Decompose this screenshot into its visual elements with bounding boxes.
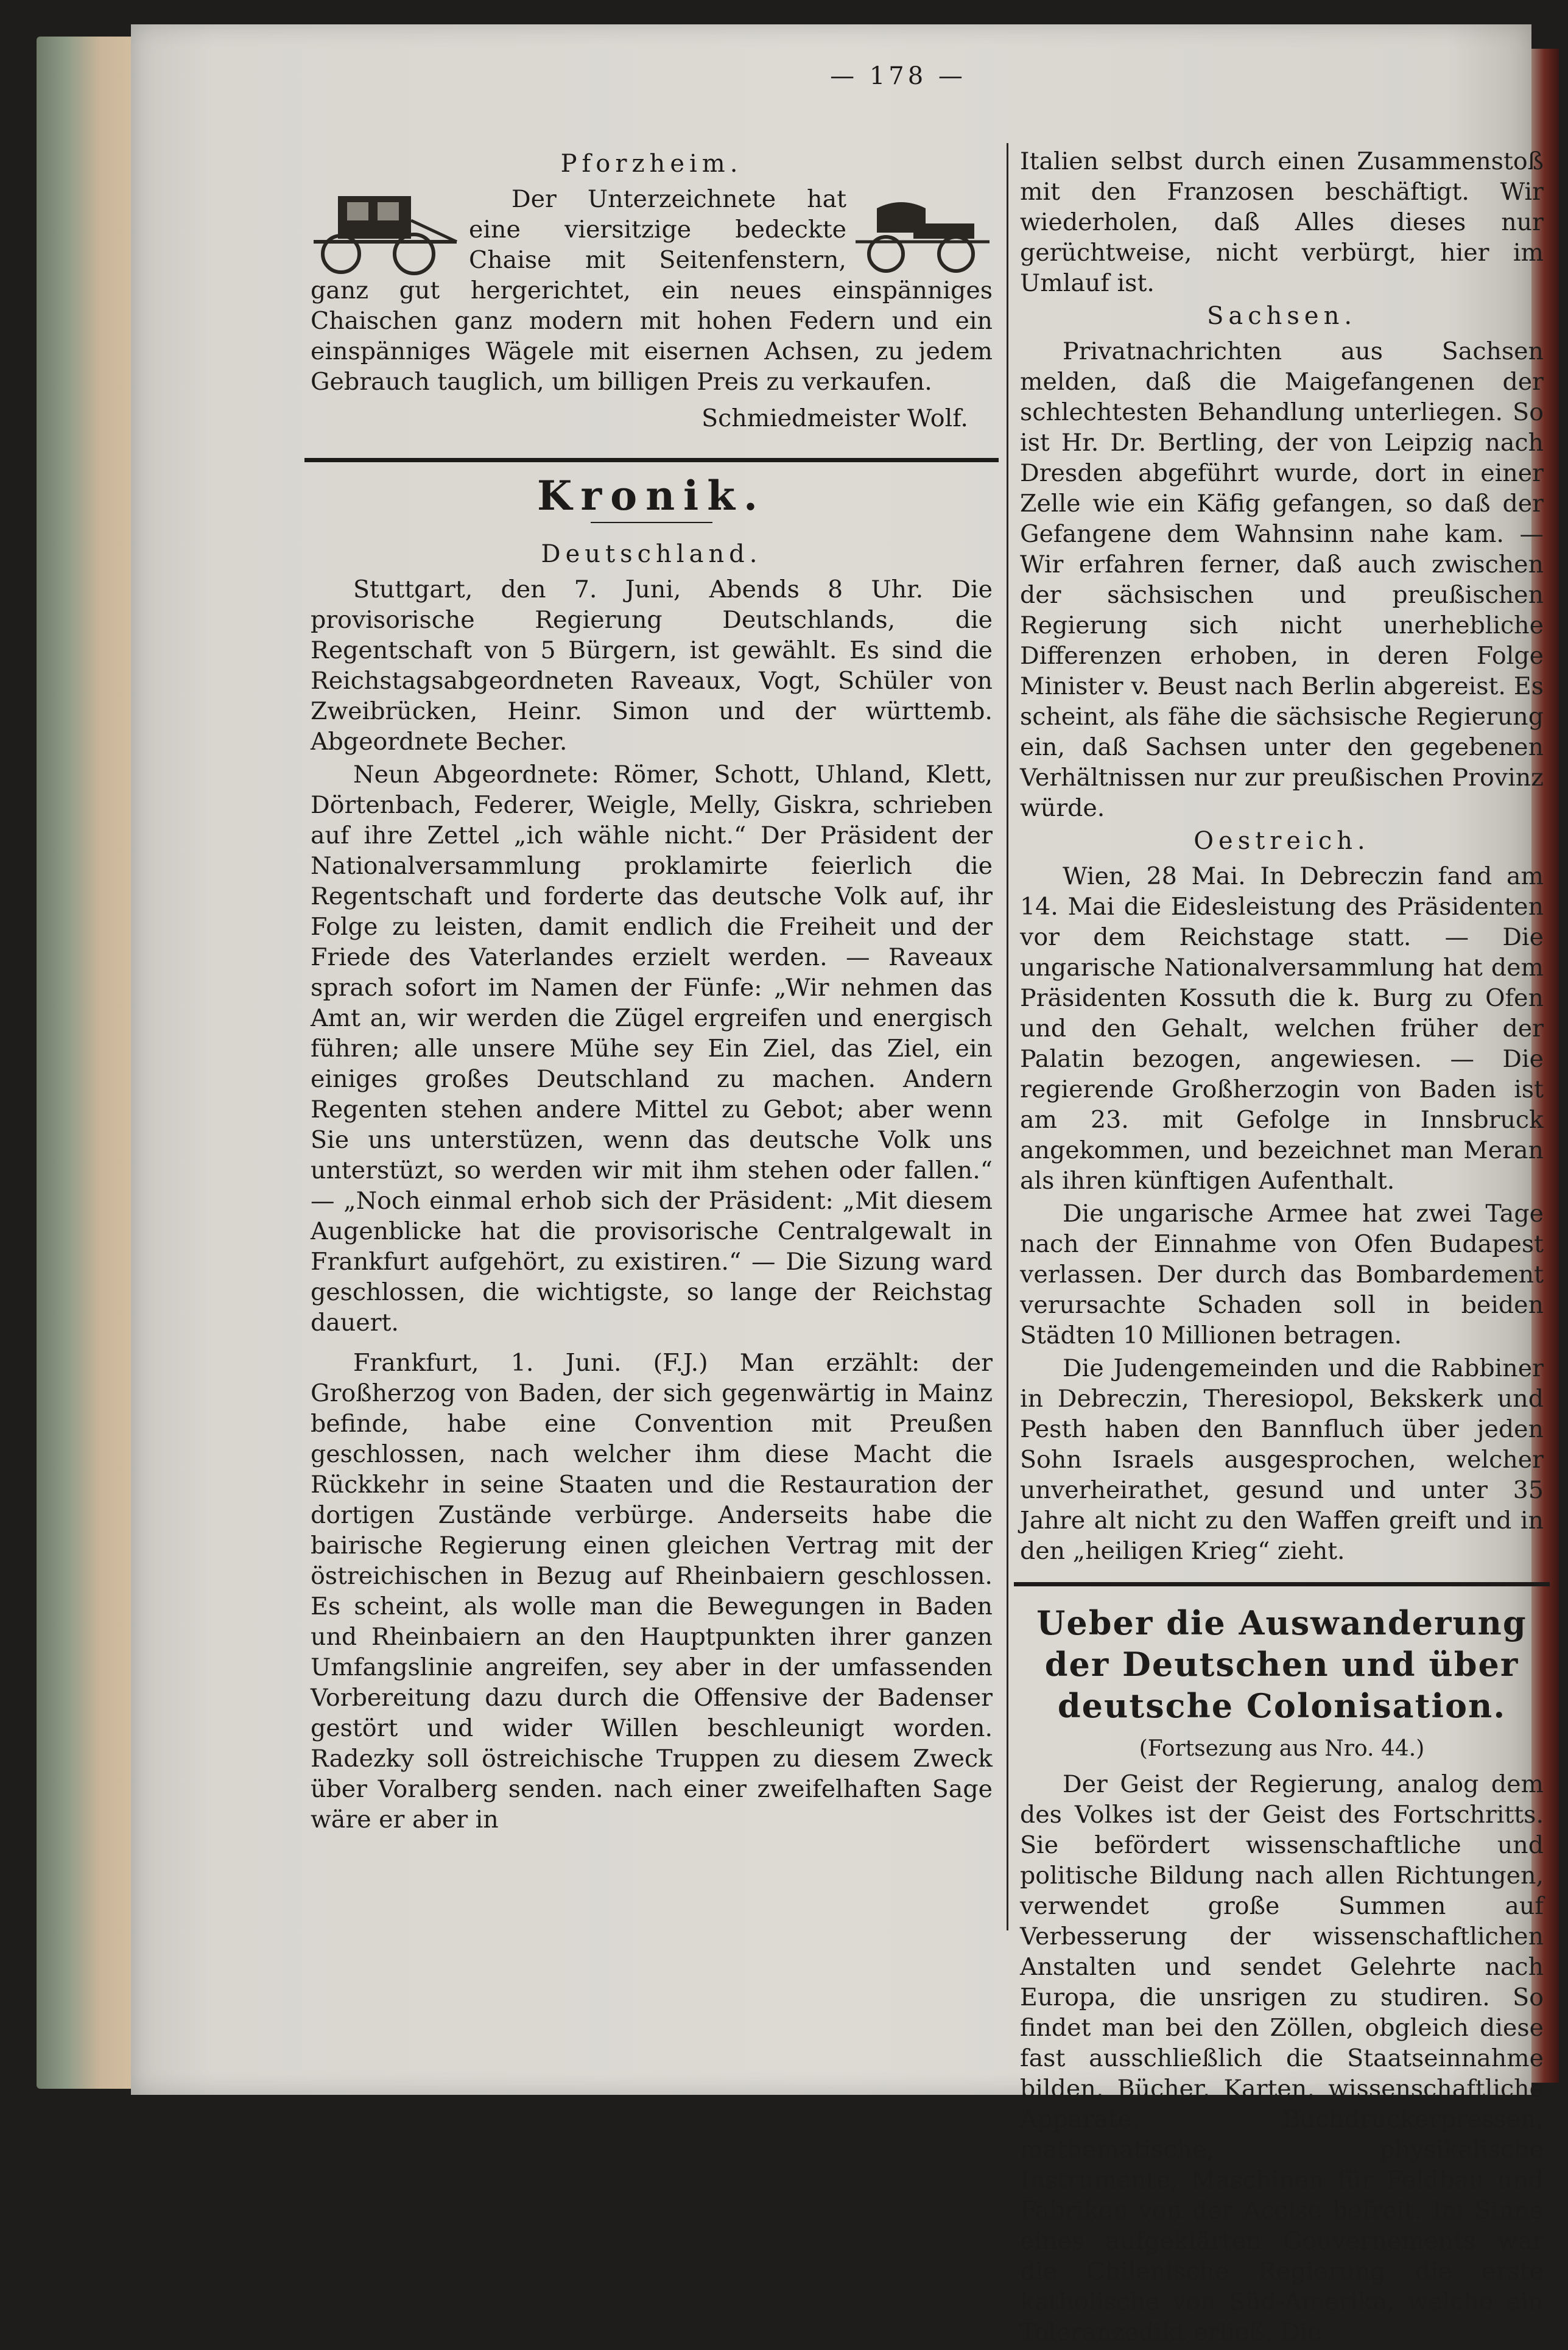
article-sachsen: Privatnachrichten aus Sachsen melden, daß die Maigefangenen der schlechtesten Behandlung unterliegen. So ist Hr. Dr. Bertling, der von Leipzig nach Dresden abgeführt wurde, dort in einer Zelle wie ein Käfig gefangen, so daß der Gefangene dem Wahnsinn nahe kam. — Wir erfahren ferner, daß auch zwischen der sächsischen und preußischen Regierung sich nicht unerhebliche Differenzen erhoben, in deren Folge Minister v. Beust nach Berlin abgereist. Es scheint, als fähe die sächsische Regierung ein, daß Sachsen unter den gegebenen Verhältnissen nur zur preußischen Provinz würde. bbox=[1020, 337, 1544, 822]
oestreich-heading: Oestreich. bbox=[1194, 827, 1370, 855]
article-frankfurt: Frankfurt, 1. Juni. (F.J.) Man erzählt: der Großherzog von Baden, der sich gegenwärtig in Mainz befinde, habe eine Convention mit Preußen geschlossen, nach welcher ihm diese Macht die Rückkehr in seine Staaten und die Restauration der dortigen Zustände verbürge. Anderseits habe die bairische Regierung einen gleichen Vertrag mit der östreichischen in Bezug auf Rheinbaiern geschlossen. Es scheint, als wolle man die Bewegungen in Baden und Rheinbaiern an den Hauptpunkten ihrer ganzen Umfangslinie angreifen, sey aber in der umfassenden Vorbereitung dazu durch die Offensive der Badenser gestört und wider Willen beschleunigt worden. Radezky soll östreichische Truppen zu diesem Zweck über Voralberg senden. nach einer zweifelhaften Sage wäre er aber in bbox=[311, 1349, 993, 1834]
newspaper-page bbox=[131, 24, 1544, 2346]
deutschland-heading: Deutschland. bbox=[541, 540, 762, 568]
article-auswanderung: Der Geist der Regierung, analog dem des Volkes ist der Geist des Fortschritts. Sie befördert wissenschaftliche und politische Bildung nach allen Richtungen, verwendet große Summen auf Verbesserung der wissenschaftlichen Anstalten und sendet Gelehrte nach Europa, die unsrigen zu studiren. So findet man bei den Zöllen, obgleich diese fast ausschließlich die Staatseinnahme bilden, Bücher, Karten, wissenschaftliche Apparate, Buchdruckerpressen, mathematische, physikalische Instrumente, Maschinen für Feldbau und Fabriken von der Accise befreit. Im Sinne eines aufgeklärten Gouvernements war die Chilenische Regierung die erste katholische von Süd-Amerika, welche ein Toleranzedikt erließ. Die bbox=[1020, 1770, 1544, 2346]
right-column bbox=[1020, 146, 1544, 2350]
advertisement bbox=[311, 149, 993, 434]
article-stuttgart: Stuttgart, den 7. Juni, Abends 8 Uhr. Die provisorische Regierung Deutschlands, die Regentschaft von 5 Bürgern, ist gewählt. Es sind die Reichstagsabgeordneten Raveaux, Vogt, Schüler von Zweibrücken, Heinr. Simon und der württemb. Abgeordnete Becher. bbox=[311, 575, 993, 756]
ad-place-heading: Pforzheim. bbox=[560, 150, 743, 178]
chaise-illustration-icon bbox=[853, 190, 993, 275]
left-column bbox=[311, 146, 993, 1837]
kronik-heading: Kronik. bbox=[537, 472, 766, 519]
column-divider bbox=[1007, 143, 1008, 1930]
section-rule bbox=[304, 458, 999, 462]
auswanderung-heading: Ueber die Auswanderung der Deutschen und über deutsche Colonisation. bbox=[1036, 1603, 1527, 1725]
article-italien-continuation: Italien selbst durch einen Zusammenstoß mit den Franzosen beschäftigt. Wir wiederholen, daß Alles dieses nur gerüchtweise, nicht verbürgt, hier im Umlauf ist. bbox=[1020, 147, 1544, 297]
article-abgeordnete: Neun Abgeordnete: Römer, Schott, Uhland, Klett, Dörtenbach, Federer, Weigle, Melly, Giskra, schrieben auf ihre Zettel „ich wähle nicht.“ Der Präsident der Nationalversammlung proklamirte feierlich die Regentschaft und forderte das deutsche Volk auf, ihr Folge zu leisten, damit endlich die Freiheit und der Friede des Vaterlandes erzielt werden. — Raveaux sprach sofort im Namen der Fünfe: „Wir nehmen das Amt an, wir werden die Zügel ergreifen und energisch führen; alle unsere Mühe sey Ein Ziel, das Ziel, ein einiges großes Deutschland zu machen. Andern Regenten stehen andere Mittel zu Gebot; aber wenn Sie uns unterstüzen, wenn das deutsche Volk uns unterstüzt, so werden wir mit ihm stehen oder fallen.“ — „Noch einmal erhob sich der Präsident: „Mit diesem Augenblicke hat die provisorische Centralgewalt in Frankfurt aufgehört, zu existiren.“ — Die Sizung ward geschlossen, die wichtigste, so lange der Reichstag dauert. bbox=[311, 761, 993, 1337]
article-judengemeinden: Die Judengemeinden und die Rabbiner in Debreczin, Theresiopol, Bekskerk und Pesth haben den Bannfluch über jeden Sohn Israels ausgesprochen, welcher unverheirathet, gesund und unter 35 Jahre alt nicht zu den Waffen greift und in den „heiligen Krieg“ zieht. bbox=[1020, 1354, 1544, 1565]
ad-text: Der Unterzeichnete hat eine viersitzige bedeckte Chaise mit Seitenfenstern, ganz gut hergerichtet, ein neues einspänniges Chaischen ganz modern mit hohen Federn und ein einspänniges Wägele mit eisernen Achsen, zu jedem Gebrauch tauglich, um billigen Preis zu verkaufen. bbox=[311, 185, 993, 396]
ad-signature: Schmiedmeister Wolf. bbox=[701, 404, 968, 432]
sachsen-heading: Sachsen. bbox=[1206, 302, 1357, 330]
kronik-underline bbox=[591, 522, 712, 523]
article-ungarische-armee: Die ungarische Armee hat zwei Tage nach der Einnahme von Ofen Budapest verlassen. Der durch das Bombardement verursachte Schaden soll in beiden Städten 10 Millionen betragen. bbox=[1020, 1200, 1544, 1349]
auswanderung-subtitle: (Fortsezung aus Nro. 44.) bbox=[1139, 1736, 1425, 1761]
section-rule-right bbox=[1014, 1582, 1550, 1586]
page-number: — 178 — bbox=[830, 62, 966, 90]
article-wien: Wien, 28 Mai. In Debreczin fand am 14. Mai die Eidesleistung des Präsidenten vor dem Reichstage statt. — Die ungarische Nationalversammlung hat dem Präsidenten Kossuth die k. Burg zu Ofen und den Gehalt, welchen früher der Palatin bezogen, angewiesen. — Die regierende Großherzogin von Baden ist am 23. mit Gefolge in Innsbruck angekommen, und bezeichnet man Meran als ihren künftigen Aufenthalt. bbox=[1020, 862, 1544, 1195]
carriage-illustration-icon bbox=[311, 184, 463, 275]
